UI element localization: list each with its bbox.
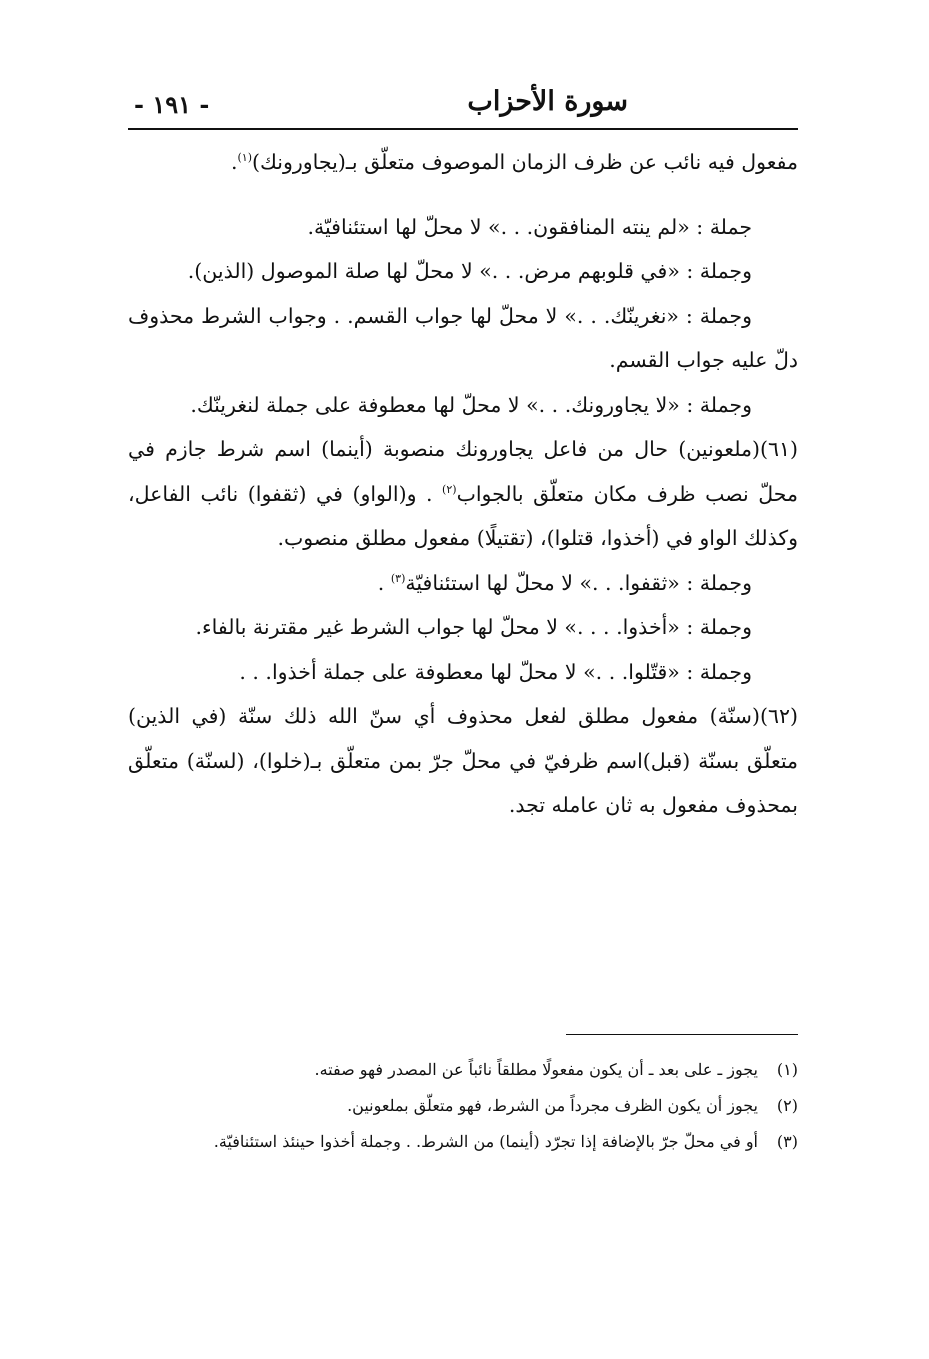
paragraph: جملة : «لم ينته المنافقون. . .» لا محلّ لها استئنافيّة.: [307, 214, 752, 239]
footnote-number: (٣): [776, 1132, 798, 1151]
spacer: [128, 185, 798, 205]
page-title: سورة الأحزاب: [467, 86, 628, 117]
footnote-ref: (١): [237, 151, 252, 165]
paragraph: (٦٢)(سنّة) مفعول مطلق لفعل محذوف أي سنّ الله ذلك سنّة (في الذين) متعلّق بسنّة (قبل)اسم ظرفيّ في محلّ جرّ بمن متعلّق بـ(خلوا)، (لسنّة) متعلّق بمحذوف مفعول به ثان عامله تجد.: [128, 704, 798, 817]
paragraph: وجملة : «نغرينّك. . .» لا محلّ لها جواب القسم. . وجواب الشرط محذوف دلّ عليه جواب القسم.: [128, 303, 798, 372]
paragraph: وجملة : «لا يجاورونك. . .» لا محلّ لها معطوفة على جملة لنغرينّك.: [190, 392, 752, 417]
paragraph: وجملة : «قتّلوا. . .» لا محلّ لها معطوفة على جملة أخذوا. . .: [239, 659, 752, 684]
footnote-text: يجوز ـ على بعد ـ أن يكون مفعولًا مطلقاً نائباً عن المصدر فهو صفته.: [314, 1060, 758, 1079]
footnote: [128, 1124, 798, 1160]
footnote: [128, 1052, 798, 1088]
footnote-ref: (٣): [390, 571, 406, 585]
paragraph: وجملة : «في قلوبهم مرض. . .» لا محلّ لها صلة الموصول (الذين).: [187, 259, 752, 283]
footnote-separator: [566, 1034, 798, 1035]
paragraph: (٦١)(ملعونين) حال من فاعل يجاورونك منصوبة (أينما) اسم شرط جازم في محلّ نصب ظرف مكان متعلّق بالجواب$^{(٢)}$ . و(الواو) في (ثقفوا) نائب الفاعل، وكذلك الواو في (أخذوا، قتلوا)، (تقتيلًا) مفعول مطلق منصوب.: [128, 437, 798, 550]
footnotes: [128, 1052, 798, 1160]
footnote-number: (٢): [776, 1096, 798, 1115]
page-header: [128, 82, 798, 126]
footnote-text: يجوز أن يكون الظرف مجرداً من الشرط، فهو متعلّق بملعونين.: [347, 1096, 758, 1115]
paragraph: وجملة : «أخذوا. . . .» لا محلّ لها جواب الشرط غير مقترنة بالفاء.: [195, 615, 752, 639]
header-rule: [128, 128, 798, 130]
footnote-number: (١): [776, 1060, 798, 1079]
footnote-text: أو في محلّ جرّ بالإضافة إذا تجرّد (أينما) من الشرط. . وجملة أخذوا حينئذ استئنافيّة.: [213, 1132, 758, 1151]
main-text: [128, 140, 798, 828]
footnote-ref: (٢): [442, 482, 457, 496]
footnote: [128, 1088, 798, 1124]
page-number: - ١٩١ -: [134, 90, 210, 119]
paragraph: مفعول فيه نائب عن ظرف الزمان الموصوف متعلّق بـ(يجاورونك)$^{(١)}$.: [230, 150, 798, 174]
paragraph: وجملة : «ثقفوا. . .» لا محلّ لها استئنافيّة$^{(٣)}$ .: [377, 570, 752, 595]
